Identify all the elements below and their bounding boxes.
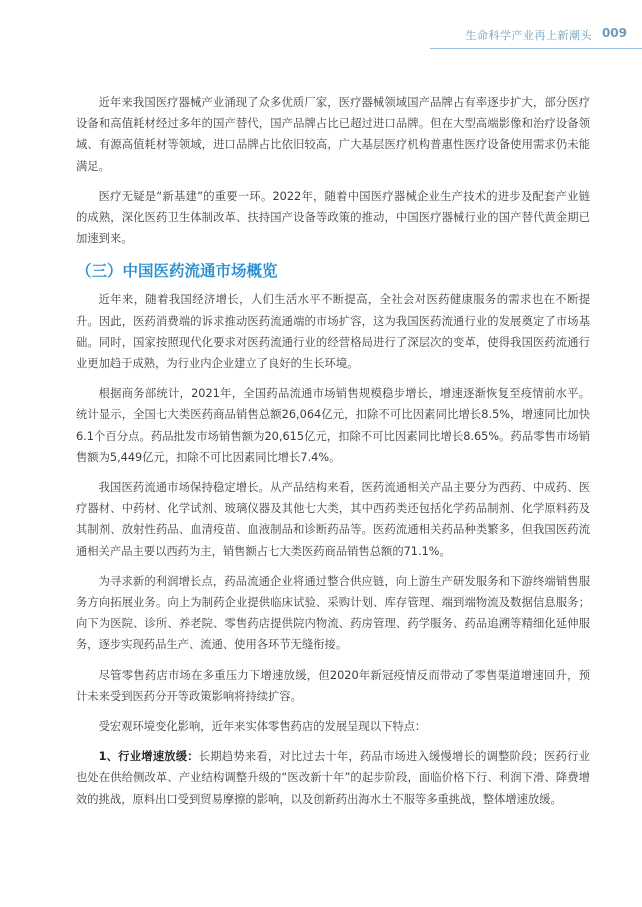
- page-body: [76, 92, 590, 819]
- paragraph: 近年来我国医疗器械产业涌现了众多优质厂家，医疗器械领域国产品牌占有率逐步扩大，部分医疗设备和高值耗材经过多年的国产替代，国产品牌占比已超过进口品牌。但在大型高端影像和治疗设备领域、有源高值耗材等领域，进口品牌占比依旧较高，广大基层医疗机构普惠性医疗设备使用需求仍未能满足。: [76, 96, 590, 173]
- paragraph: 医疗无疑是“新基建”的重要一环。2022年，随着中国医疗器械企业生产技术的进步及配套产业链的成熟，深化医药卫生体制改革、扶持国产设备等政策的推动，中国医疗器械行业的国产替代黄金期已加速到来。: [76, 189, 590, 246]
- paragraph: 根据商务部统计，2021年，全国药品流通市场销售规模稳步增长，增速逐渐恢复至疫情前水平。统计显示，全国七大类医药商品销售总额26,064亿元，扣除不可比因素同比增长8.5%，增速同比加快6.1个百分点。药品批发市场销售额为20,615亿元，扣除不可比因素同比增长8.65%。药品零售市场销售额为5,449亿元，扣除不可比因素同比增长7.4%。: [76, 387, 590, 464]
- paragraph: 我国医药流通市场保持稳定增长。从产品结构来看，医药流通相关产品主要分为西药、中成药、医疗器材、中药材、化学试剂、玻璃仪器及其他七大类，其中西药类还包括化学药品制剂、化学原料药及其制剂、放射性药品、血清疫苗、血液制品和诊断药品等。医药流通相关药品种类繁多，但我国医药流通相关产品主要以西药为主，销售额占七大类医药商品销售总额的71.1%。: [76, 481, 590, 558]
- page-header: [0, 0, 642, 52]
- section-heading: （三）中国医药流通市场概览: [76, 262, 278, 281]
- paragraph: 近年来，随着我国经济增长，人们生活水平不断提高，全社会对医药健康服务的需求也在不断提升。因此，医药消费端的诉求推动医药流通端的市场扩容，这为我国医药流通行业的发展奠定了市场基础。同时，国家按照现代化要求对医药流通行业的经营格局进行了深层次的变革，使得我国医药流通行业更加趋于成熟，为行业内企业建立了良好的生长环境。: [76, 293, 590, 371]
- header-divider: [430, 48, 642, 49]
- paragraph: 为寻求新的利润增长点，药品流通企业将通过整合供应链，向上游生产研发服务和下游终端销售服务方向拓展业务。向上为制药企业提供临床试验、采购计划、库存管理、端到端物流及数据信息服务；向下为医院、诊所、养老院、零售药店提供院内物流、药房管理、药学服务、药品追溯等精细化延伸服务，逐步实现药品生产、流通、使用各环节无缝衔接。: [76, 574, 590, 652]
- paragraph: 受宏观环境变化影响，近年来实体零售药店的发展呈现以下特点：: [98, 720, 427, 734]
- page-number: 009: [601, 26, 627, 40]
- feature-label: 1、行业增速放缓：: [98, 750, 199, 764]
- running-title: 生命科学产业再上新潮头: [465, 29, 592, 42]
- feature-text: 长期趋势来看，对比过去十年，药品市场进入缓慢增长的调整阶段；医药行业也处在供给侧改革、产业结构调整升级的“医改新十年”的起步阶段，面临价格下行、利润下滑、降费增效的挑战，原料出口受到贸易摩擦的影响，以及创新药出海水土不服等多重挑战，整体增速放缓。: [76, 750, 590, 806]
- feature-paragraph: [76, 746, 590, 810]
- paragraph: 尽管零售药店市场在多重压力下增速放缓，但2020年新冠疫情反而带动了零售渠道增速回升，预计未来受到医药分开等政策影响将持续扩容。: [76, 668, 590, 703]
